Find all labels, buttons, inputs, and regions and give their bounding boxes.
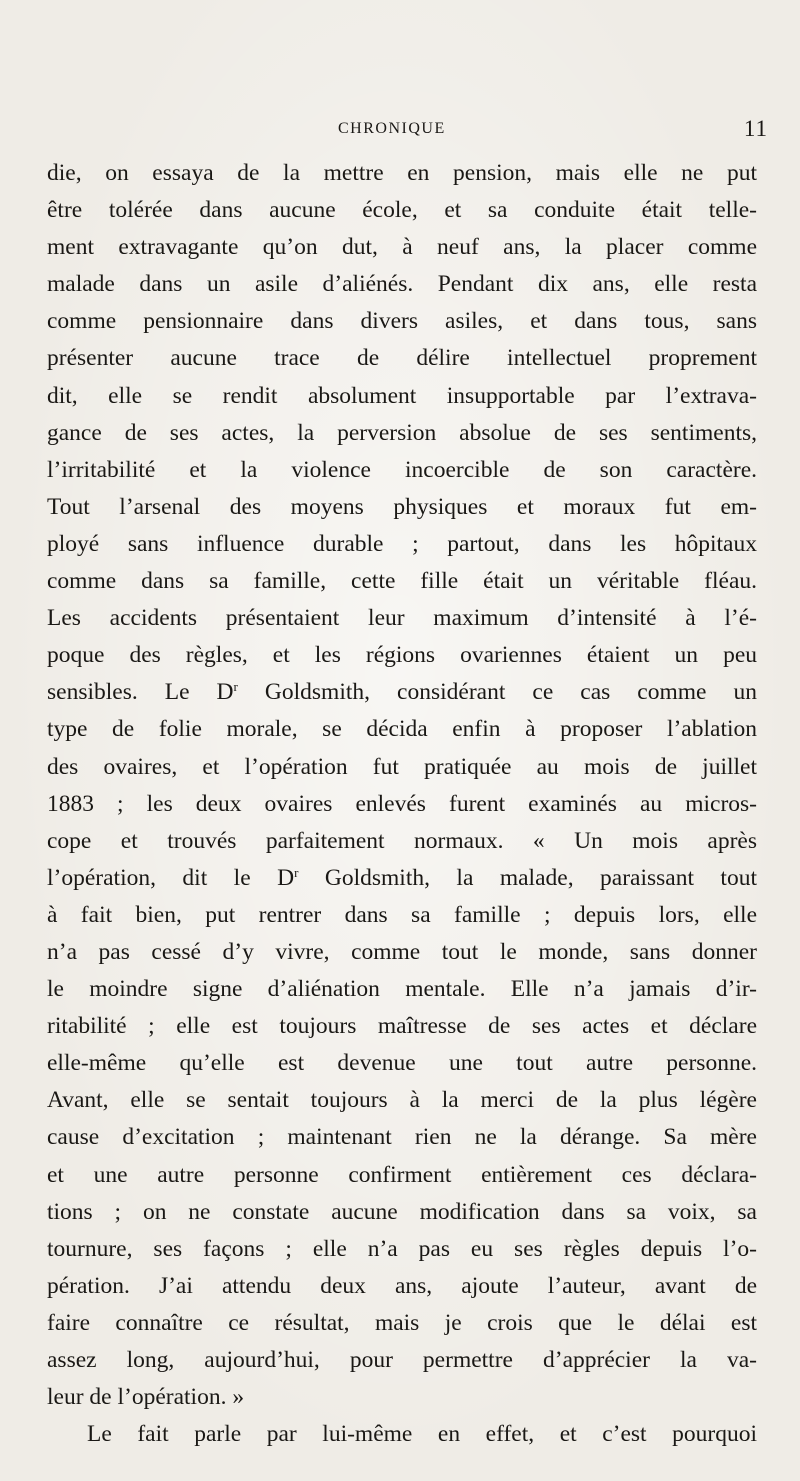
text-line: des ovaires, et l’opération fut pratiquée au mois de juillet: [47, 753, 757, 780]
text-line: leur de l’opération. »: [47, 1384, 245, 1411]
text-line: gance de ses actes, la perversion absolue de ses sentiments,: [47, 419, 757, 446]
text-line: die, on essaya de la mettre en pension, mais elle ne put: [47, 160, 757, 186]
text-line: tions ; on ne constate aucune modification dans sa voix, sa: [47, 1198, 757, 1225]
text-line: Tout l’arsenal des moyens physiques et moraux fut em-: [47, 493, 757, 520]
text-line: Avant, elle se sentait toujours à la merci de la plus légère: [47, 1087, 757, 1114]
text-line: Les accidents présentaient leur maximum d’intensité à l’é-: [47, 605, 757, 632]
running-title: CHRONIQUE: [338, 120, 446, 137]
text-line: assez long, aujourd’hui, pour permettre d’apprécier la va-: [47, 1347, 757, 1373]
text-line: cope et trouvés parfaitement normaux. « Un mois après: [47, 827, 757, 854]
text-line: cause d’excitation ; maintenant rien ne la dérange. Sa mère: [47, 1124, 757, 1151]
text-line: malade dans un asile d’aliénés. Pendant dix ans, elle resta: [47, 271, 757, 298]
text-line: tournure, ses façons ; elle n’a pas eu ses règles depuis l’o-: [47, 1235, 757, 1262]
text-line: 1883 ; les deux ovaires enlevés furent examinés au micros-: [47, 790, 757, 817]
body-text: [47, 155, 757, 1453]
text-line: faire connaître ce résultat, mais je crois que le délai est: [47, 1309, 757, 1336]
text-line: ment extravagante qu’on dut, à neuf ans, la placer comme: [47, 234, 757, 261]
text-fragment: Goldsmith, considérant ce cas comme un: [237, 679, 757, 706]
page-number: 11: [743, 116, 768, 141]
text-line: [47, 674, 757, 711]
superscript: r: [233, 679, 238, 695]
text-line: comme pensionnaire dans divers asiles, et dans tous, sans: [47, 308, 757, 335]
text-line: à fait bien, put rentrer dans sa famille ; depuis lors, elle: [47, 901, 757, 928]
text-fragment: Goldsmith, la malade, paraissant tout: [298, 864, 757, 891]
text-line: présenter aucune trace de délire intellectuel proprement: [47, 345, 757, 372]
text-line: l’irritabilité et la violence incoercible de son caractère.: [47, 456, 757, 483]
running-head: [48, 116, 768, 142]
text-line: et une autre personne confirment entièrement ces déclara-: [47, 1161, 757, 1188]
text-line: poque des règles, et les régions ovariennes étaient un peu: [47, 642, 757, 669]
text-line: être tolérée dans aucune école, et sa conduite était telle-: [47, 197, 757, 224]
text-line: le moindre signe d’aliénation mentale. Elle n’a jamais d’ir-: [47, 976, 757, 1003]
text-line: elle-même qu’elle est devenue une tout autre personne.: [47, 1050, 757, 1077]
text-line: comme dans sa famille, cette fille était un véritable fléau.: [47, 568, 757, 595]
text-line: type de folie morale, se décida enfin à proposer l’ablation: [47, 716, 757, 743]
text-line: ritabilité ; elle est toujours maîtresse de ses actes et déclare: [47, 1013, 757, 1040]
text-line: pération. J’ai attendu deux ans, ajoute l’auteur, avant de: [47, 1272, 757, 1299]
text-line: Le fait parle par lui-même en effet, et c’est pourquoi: [87, 1421, 757, 1448]
text-line: [47, 860, 757, 897]
text-fragment: sensibles. Le D: [47, 679, 234, 706]
text-fragment: l’opération, dit le D: [47, 864, 295, 891]
superscript: r: [294, 864, 299, 880]
text-line: dit, elle se rendit absolument insupportable par l’extrava-: [47, 382, 757, 409]
text-line: ployé sans influence durable ; partout, dans les hôpitaux: [47, 530, 757, 557]
text-line: n’a pas cessé d’y vivre, comme tout le monde, sans donner: [47, 938, 757, 965]
